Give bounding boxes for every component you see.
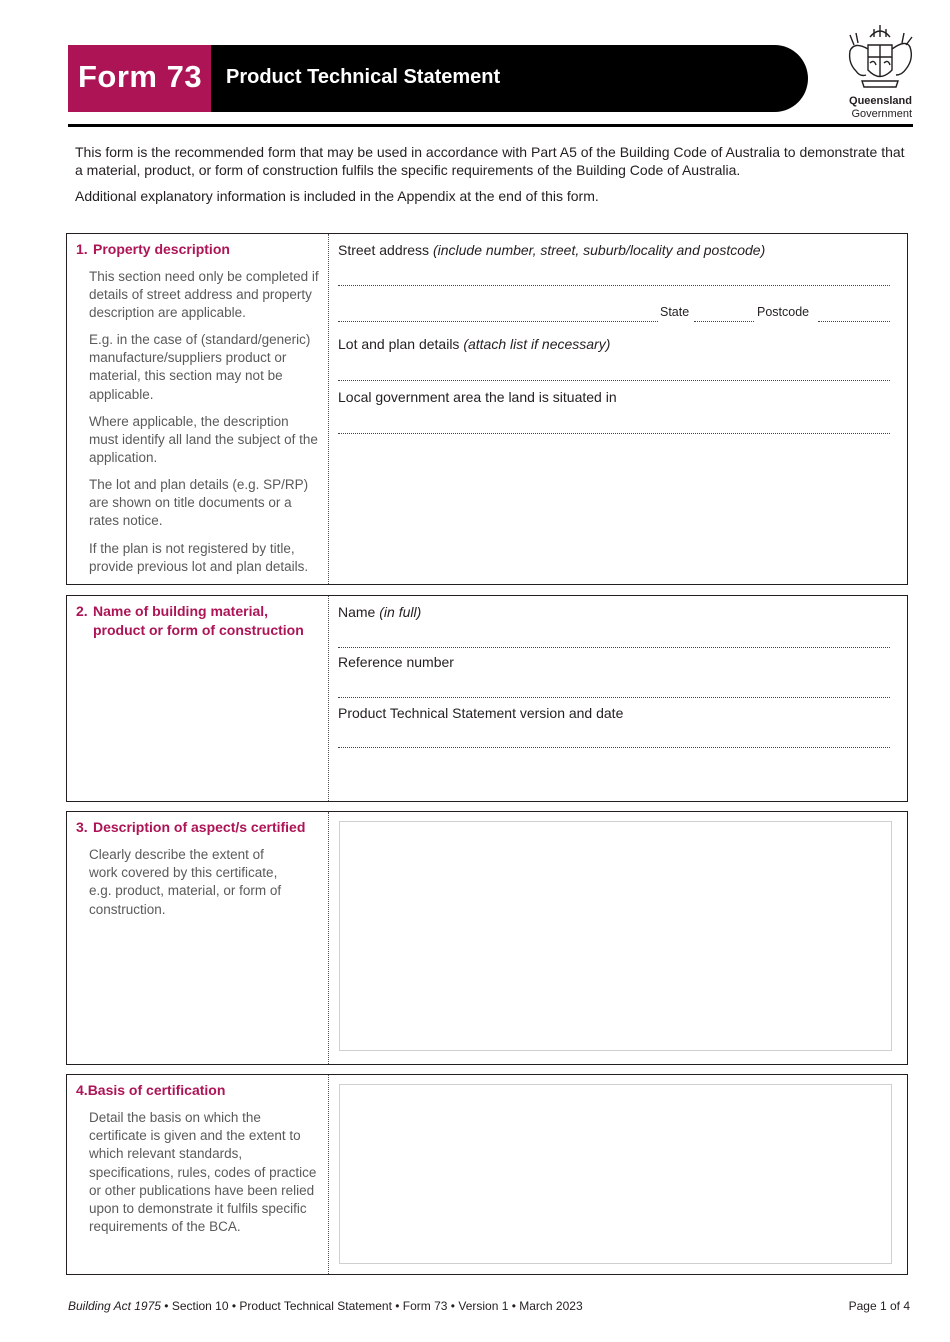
section-divider [328,812,329,1064]
lot-plan-label [338,335,610,353]
section-number: 4. [76,1082,88,1098]
section-number: 2. [76,603,88,619]
reference-number-label: Reference number [338,654,454,670]
section-property-description [66,233,908,585]
section-title [76,1081,225,1100]
guidance-note: If the plan is not registered by title, provide previous lot and plan details. [89,541,309,575]
footer-details: • Section 10 • Product Technical Statement • Form 73 • Version 1 • March 2023 [160,1299,583,1313]
street-address-line-2[interactable] [338,321,658,322]
name-field[interactable] [338,647,890,648]
act-name: Building Act 1975 [68,1299,161,1313]
postcode-label: Postcode [757,305,810,319]
section-title [76,240,230,259]
section-title-text: Description of aspect/s certified [93,819,306,835]
section-number: 1. [76,241,88,257]
lot-plan-field[interactable] [338,380,890,381]
guidance-note: Detail the basis on which the certificate is given and the extent to which relevant standards, specifications, rules, codes of practice or other publications have been relied upon to demonstrate it fulfils specific requirements of the BCA. [89,1110,317,1235]
page-number: Page 1 of 4 [848,1299,910,1313]
label-hint: (attach list if necessary) [463,336,611,352]
footer-reference [68,1299,583,1313]
label-text: Lot and plan details [338,336,460,352]
section-title-text: Basis of certification [87,1082,226,1098]
label-text: Street address [338,242,430,258]
header-divider [68,124,913,127]
guidance-note: This section need only be completed if details of street address and property description are applicable. [89,269,319,321]
street-address-label [338,241,765,259]
guidance-note: E.g. in the case of (standard/generic) manufacture/suppliers product or material, this section may not be applicable. [89,332,311,402]
local-government-label: Local government area the land is situated in [338,389,617,405]
basis-of-certification-textarea[interactable] [339,1084,892,1264]
form-title: Product Technical Statement [226,66,501,88]
logo-name: Queensland [849,95,912,107]
aspects-certified-textarea[interactable] [339,821,892,1051]
local-government-field[interactable] [338,433,890,434]
section-divider [328,234,329,584]
queensland-coat-of-arms-icon [840,15,920,95]
street-address-line-1[interactable] [338,285,890,286]
logo-subtitle: Government [851,108,912,120]
form-number: Form 73 [78,59,203,94]
guidance-note: Clearly describe the extent of work covered by this certificate, e.g. product, material, or form of construction. [89,847,282,917]
section-basis-of-certification [66,1074,908,1275]
label-hint: (include number, street, suburb/locality and postcode) [432,242,766,258]
section-building-material-name [66,595,908,802]
section-title-text: Property description [93,241,230,257]
guidance-note: The lot and plan details (e.g. SP/RP) are shown on title documents or a rates notice. [89,477,309,529]
section-aspects-certified [66,811,908,1065]
section-number: 3. [76,819,88,835]
intro-paragraph: This form is the recommended form that may be used in accordance with Part A5 of the Building Code of Australia to demonstrate that a material, product, or form of construction fulfils the specific requirements of the Building Code of Australia. [75,144,905,178]
guidance-note: Where applicable, the description must identify all land the subject of the application. [89,414,318,466]
postcode-field[interactable] [818,321,890,322]
label-hint: (in full) [379,604,422,620]
state-field[interactable] [694,321,754,322]
state-label: State [660,305,690,319]
section-title-text: Name of building material, [93,603,269,619]
form-header [68,45,808,112]
label-text: Name [338,604,376,620]
intro-appendix-note: Additional explanatory information is included in the Appendix at the end of this form. [75,188,599,204]
name-label [338,603,421,621]
section-divider [328,1075,329,1274]
reference-number-field[interactable] [338,697,890,698]
version-date-field[interactable] [338,747,890,748]
section-title-text: product or form of construction [93,622,304,638]
section-title [76,602,304,640]
section-divider [328,596,329,801]
section-title [76,818,305,837]
version-date-label: Product Technical Statement version and date [338,705,624,721]
